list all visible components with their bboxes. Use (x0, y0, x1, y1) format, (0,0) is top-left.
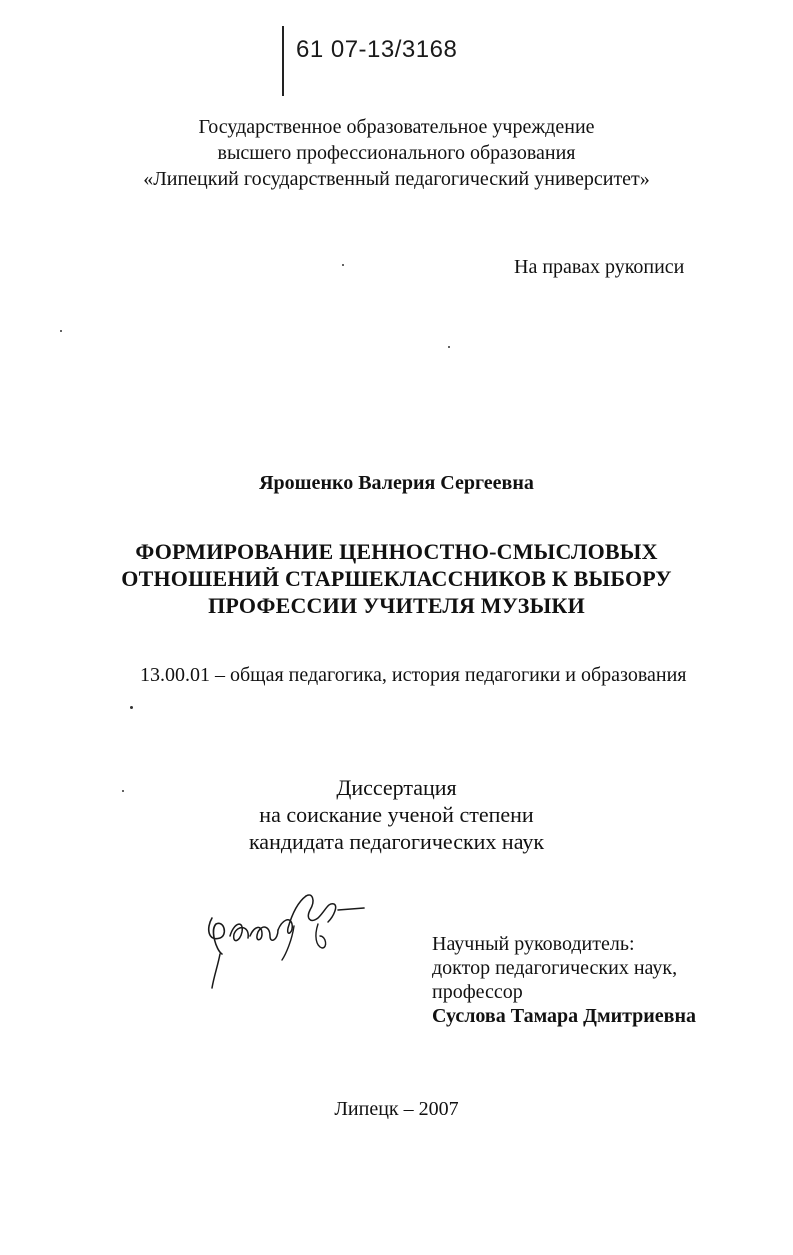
rights-notice: На правах рукописи (514, 256, 685, 278)
stamp-divider (282, 26, 284, 96)
advisor-degree: доктор педагогических наук, (432, 957, 678, 979)
scan-speck (130, 706, 133, 709)
advisor-name: Суслова Тамара Дмитриевна (432, 1005, 697, 1027)
degree-statement (0, 774, 793, 855)
institution-line-2: высшего профессионального образования (217, 142, 576, 164)
scan-speck (122, 790, 124, 792)
archive-code: 61 07-13/3168 (296, 36, 458, 63)
place-year: Липецк – 2007 (334, 1098, 459, 1120)
specialty-code: 13.00.01 – общая педагогика, история педагогики и образования (140, 664, 687, 686)
institution-line-1: Государственное образовательное учреждение (198, 116, 595, 138)
author-signature (198, 880, 368, 990)
institution-header (0, 114, 793, 192)
degree-line-2: на соискание ученой степени (259, 802, 534, 827)
scan-speck (448, 346, 450, 348)
scan-speck (60, 330, 62, 332)
title-line-3: ПРОФЕССИИ УЧИТЕЛЯ МУЗЫКИ (208, 593, 585, 618)
advisor-block (432, 932, 696, 1028)
author-name: Ярошенко Валерия Сергеевна (259, 472, 534, 494)
title-line-1: ФОРМИРОВАНИЕ ЦЕННОСТНО-СМЫСЛОВЫХ (135, 539, 658, 564)
degree-line-3: кандидата педагогических наук (248, 829, 545, 854)
title-line-2: ОТНОШЕНИЙ СТАРШЕКЛАССНИКОВ К ВЫБОРУ (121, 566, 672, 591)
scan-speck (342, 264, 344, 266)
dissertation-title (0, 538, 793, 619)
degree-line-1: Диссертация (336, 775, 457, 800)
institution-line-3: «Липецкий государственный педагогический университет» (143, 168, 650, 190)
advisor-label: Научный руководитель: (432, 933, 635, 955)
advisor-rank: профессор (432, 981, 523, 1003)
